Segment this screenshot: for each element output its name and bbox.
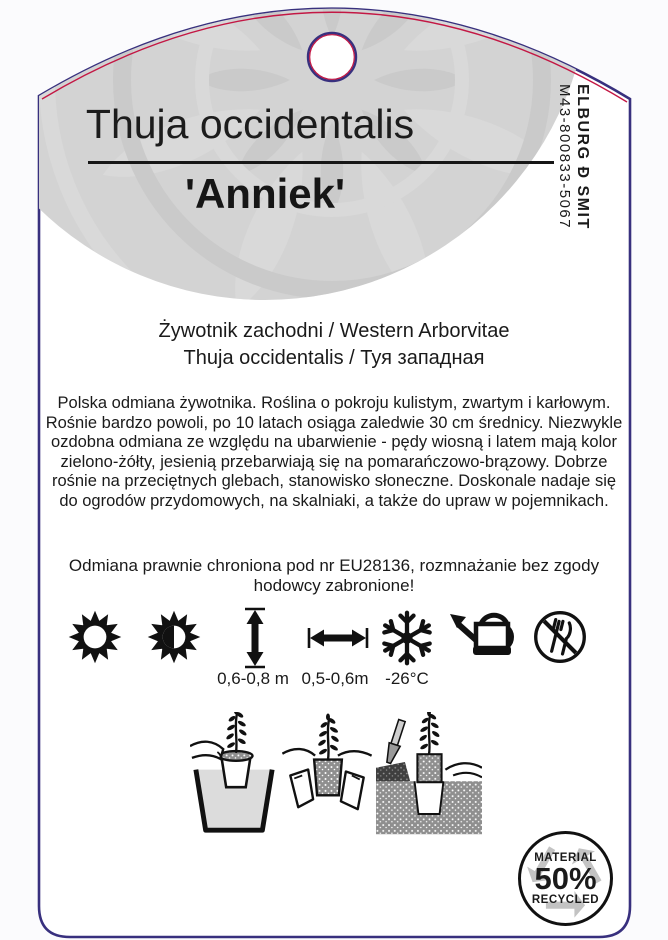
common-names-line1: Żywotnik zachodni / Western Arborvitae <box>158 320 510 342</box>
badge-recycled-label: RECYCLED <box>531 893 600 906</box>
spread-range-label: 0,5-0,6m <box>301 669 369 688</box>
spread-range-icon <box>306 624 370 652</box>
full-sun-icon <box>67 609 123 665</box>
product-code: M43-800833-5067 <box>556 84 573 230</box>
frost-hardiness-icon <box>379 610 435 666</box>
recycled-badge <box>518 831 613 926</box>
producer-name: ELBURG Ð SMIT <box>574 84 591 230</box>
height-range-icon <box>240 606 270 670</box>
badge-percent: 50% <box>534 860 597 896</box>
common-names <box>44 318 624 372</box>
badge-material-label: MATERIAL <box>534 851 597 864</box>
legal-notice: Odmiana prawnie chroniona pod nr EU28136, rozmnażanie bez zgody hodowcy zabronione! <box>68 556 600 595</box>
cultivar-name: 'Anniek' <box>184 170 345 217</box>
pictogram-soak-pot <box>190 712 278 836</box>
plant-description: Polska odmiana żywotnika. Roślina o pokroju kulistym, zwartym i karłowym. Rośnie bardzo powoli, po 10 latach osiąga zaledwie 30 cm średnicy. Niezwykle ozdobna odmiana ze względu na ubarwienie - pędy wiosną i latem mają kolor zielono-żółty, jesienią przebarwiają się na pomarańczowo-brązowy. Dobrze rośnie na przeciętnych glebach, stanowisko słoneczne. Doskonale nadaje się do ogrodów przydomowych, na skalniaki, a także do upraw w pojemnikach. <box>45 394 623 510</box>
not-edible-icon <box>532 609 588 665</box>
hardiness-label: -26°C <box>385 669 429 688</box>
half-shade-icon <box>146 609 202 665</box>
genus-title: Thuja occidentalis <box>85 101 415 147</box>
title-divider <box>88 161 554 164</box>
height-range-label: 0,6-0,8 m <box>217 669 289 688</box>
pictogram-plant-in-ground <box>376 712 482 836</box>
hanger-hole <box>308 33 356 81</box>
common-names-line2: Thuja occidentalis / Туя западная <box>183 347 485 369</box>
pictogram-remove-pot <box>282 712 372 836</box>
watering-can-icon <box>448 608 516 666</box>
